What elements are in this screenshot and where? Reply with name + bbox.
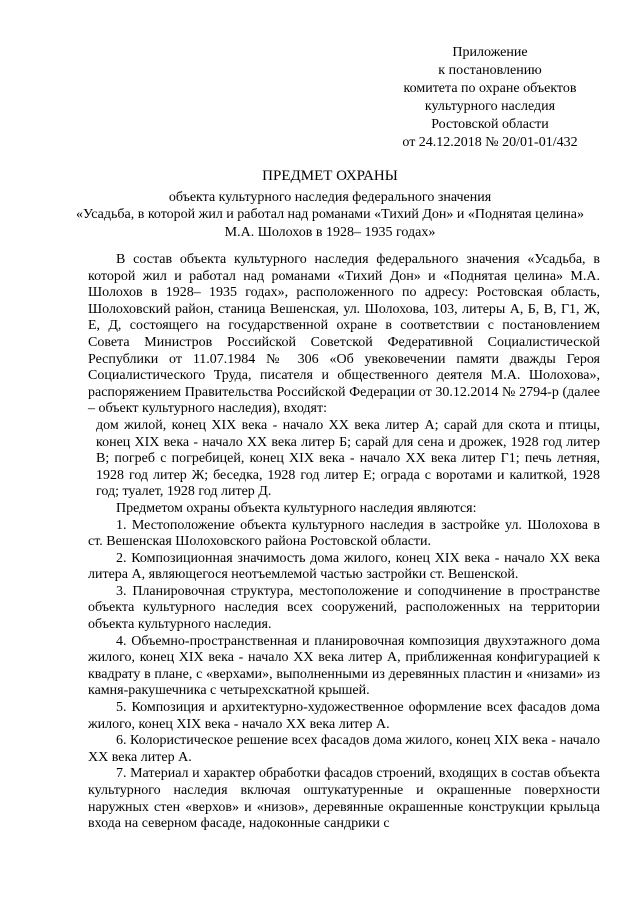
subject-item: 2. Композиционная значимость дома жилого, конец XIX века - начало XX века литера А, являющегося неотъемлемой частью застройки ст. Вешенской. (88, 550, 600, 583)
subject-item: 4. Объемно-пространственная и планировочная композиция двухэтажного дома жилого, конец XIX века - начало XX века литер А, приближенная конфигурацией к квадрату в плане, с «верхами», выполненными из деревянных пластин и «низами» из камня-ракушечника с четырехскатной крышей. (88, 633, 600, 699)
subject-item: 1. Местоположение объекта культурного наследия в застройке ул. Шолохова в ст. Вешенская Шолоховского района Ростовской области. (88, 517, 600, 550)
intro-paragraph: В состав объекта культурного наследия федерального значения «Усадьба, в которой жил и работал над романами «Тихий Дон» и «Поднятая целина» М.А. Шолохов в 1928– 1935 годах», расположенного по адресу: Ростовская область, Шолоховский район, станица Вешенская, ул. Шолохова, 103, литеры А, Б, В, Г1, Ж, Е, Д, состоящего на государственной охране в соответствии с постановлением Совета Министров Российской Советской Федеративной Социалистической Республики от 11.07.1984 № 306 «Об увековечении памяти дважды Героя Социалистического Труда, писателя и общественного деятеля М.А. Шолохова», распоряжением Правительства Российской Федерации от 30.12.2014 № 2794-р (далее – объект культурного наследия), входят: (88, 252, 600, 417)
subject-item: 5. Композиция и архитектурно-художественное оформление всех фасадов дома жилого, конец XIX века - начало XX века литер А. (88, 700, 600, 732)
document-title: ПРЕДМЕТ ОХРАНЫ (262, 168, 398, 184)
document-body (88, 252, 600, 833)
appendix-line: комитета по охране объектов (403, 81, 577, 96)
document-heading (70, 168, 590, 241)
subject-intro-paragraph: Предметом охраны объекта культурного наследия являются: (116, 500, 477, 516)
appendix-line: к постановлению (438, 63, 542, 78)
appendix-line: Приложение (452, 45, 528, 60)
composition-paragraph: дом жилой, конец XIX века - начало XX века литер А; сарай для скота и птицы, конец XIX века - начало XX века литер Б; сарай для сена и дрожек, 1928 год литер В; погреб с погребицей, конец XIX века - начало XX века литер Г1; печь летняя, 1928 год литер Ж; беседка, 1928 год литер Е; ограда с воротами и калиткой, 1928 год; туалет, 1928 год литер Д. (96, 417, 600, 500)
appendix-line: от 24.12.2018 № 20/01-01/432 (402, 135, 578, 150)
document-subtitle: объекта культурного наследия федерального значения (168, 189, 492, 205)
subject-item: 3. Планировочная структура, местоположение и соподчинение в пространстве объекта культурного наследия всех сооружений, расположенных на территории объекта культурного наследия. (88, 583, 600, 633)
object-name: «Усадьба, в которой жил и работал над романами «Тихий Дон» и «Поднятая целина» М.А. Шолохов в 1928– 1935 годах» (76, 207, 584, 240)
appendix-line: культурного наследия (424, 99, 556, 114)
appendix-line: Ростовской области (431, 117, 549, 132)
subject-item: 6. Колористическое решение всех фасадов дома жилого, конец XIX века - начало XX века литер А. (88, 733, 600, 765)
appendix-header (380, 44, 600, 152)
subject-item: 7. Материал и характер обработки фасадов строений, входящих в состав объекта культурного наследия включая оштукатуренные и окрашенные поверхности наружных стен «верхов» и «низов», деревянные окрашенные конструкции крыльца входа на северном фасаде, надоконные сандрики с (88, 766, 600, 832)
